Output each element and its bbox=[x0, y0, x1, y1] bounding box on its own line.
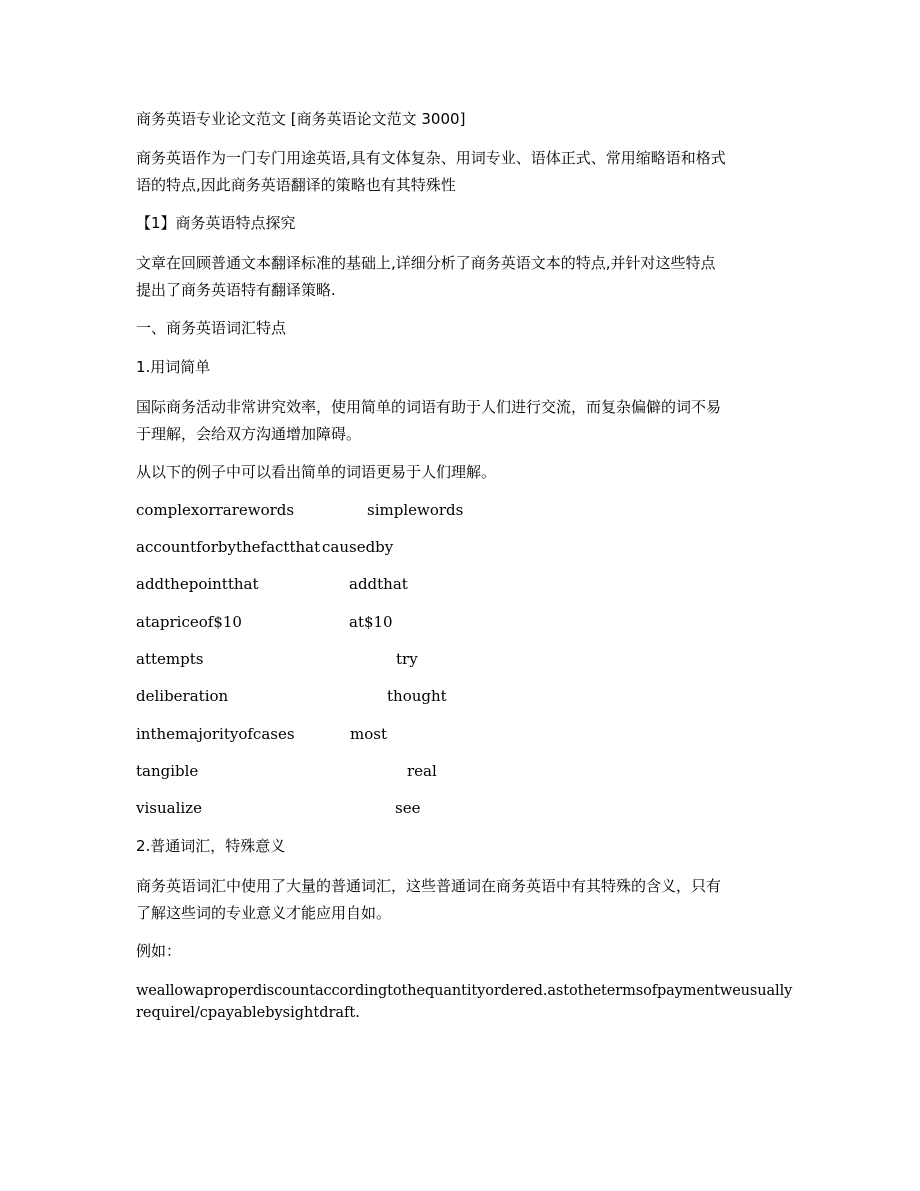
example-line-1: weallowaproperdiscountaccordingtothequantityordered.astothetermsofpaymentweusually bbox=[136, 983, 793, 999]
complex-word: tangible bbox=[136, 762, 199, 780]
sub1-para-line-1: 国际商务活动非常讲究效率，使用简单的词语有助于人们进行交流，而复杂偏僻的词不易 bbox=[136, 398, 722, 416]
complex-word: atapriceof$10 bbox=[136, 613, 242, 631]
complex-word: inthemajorityofcases bbox=[136, 725, 295, 743]
complex-word: addthepointthat bbox=[136, 575, 259, 593]
complex-word: visualize bbox=[136, 799, 202, 817]
simple-word: at$10 bbox=[349, 613, 393, 631]
simple-word: try bbox=[396, 650, 418, 668]
complex-word: complexorrarewords bbox=[136, 501, 295, 519]
example-line-2: requirel/cpayablebysightdraft. bbox=[136, 1005, 360, 1021]
sub2-para-line-1: 商务英语词汇中使用了大量的普通词汇，这些普通词在商务英语中有其特殊的含义，只有 bbox=[136, 877, 722, 895]
simple-word: thought bbox=[387, 687, 447, 705]
abstract-line-1: 文章在回顾普通文本翻译标准的基础上,详细分析了商务英语文本的特点,并针对这些特点 bbox=[136, 254, 716, 272]
sub1-heading: 1.用词简单 bbox=[136, 358, 211, 376]
intro-line-2: 语的特点,因此商务英语翻译的策略也有其特殊性 bbox=[136, 176, 456, 194]
complex-word: deliberation bbox=[136, 687, 229, 705]
simple-word: see bbox=[395, 799, 421, 817]
abstract-line-2: 提出了商务英语特有翻译策略. bbox=[136, 281, 336, 299]
complex-word: accountforbythefactthat bbox=[136, 538, 321, 556]
part1-heading: 一、商务英语词汇特点 bbox=[136, 319, 287, 337]
simple-word: most bbox=[350, 725, 387, 743]
simple-word: real bbox=[407, 762, 437, 780]
example-label: 例如： bbox=[136, 942, 182, 960]
sub1-para-line-2: 于理解，会给双方沟通增加障碍。 bbox=[136, 425, 362, 443]
simple-word: causedby bbox=[322, 538, 394, 556]
simple-word: simplewords bbox=[367, 501, 464, 519]
sub2-heading: 2.普通词汇，特殊意义 bbox=[136, 837, 286, 855]
simple-word: addthat bbox=[349, 575, 408, 593]
sub2-para-line-2: 了解这些词的专业意义才能应用自如。 bbox=[136, 904, 392, 922]
page-title: 商务英语专业论文范文 [商务英语论文范文 3000] bbox=[136, 110, 466, 128]
intro-line-1: 商务英语作为一门专门用途英语,具有文体复杂、用词专业、语体正式、常用缩略语和格式 bbox=[136, 149, 726, 167]
complex-word: attempts bbox=[136, 650, 204, 668]
sub1-lead: 从以下的例子中可以看出简单的词语更易于人们理解。 bbox=[136, 463, 497, 481]
section-heading: 【1】商务英语特点探究 bbox=[136, 214, 296, 232]
